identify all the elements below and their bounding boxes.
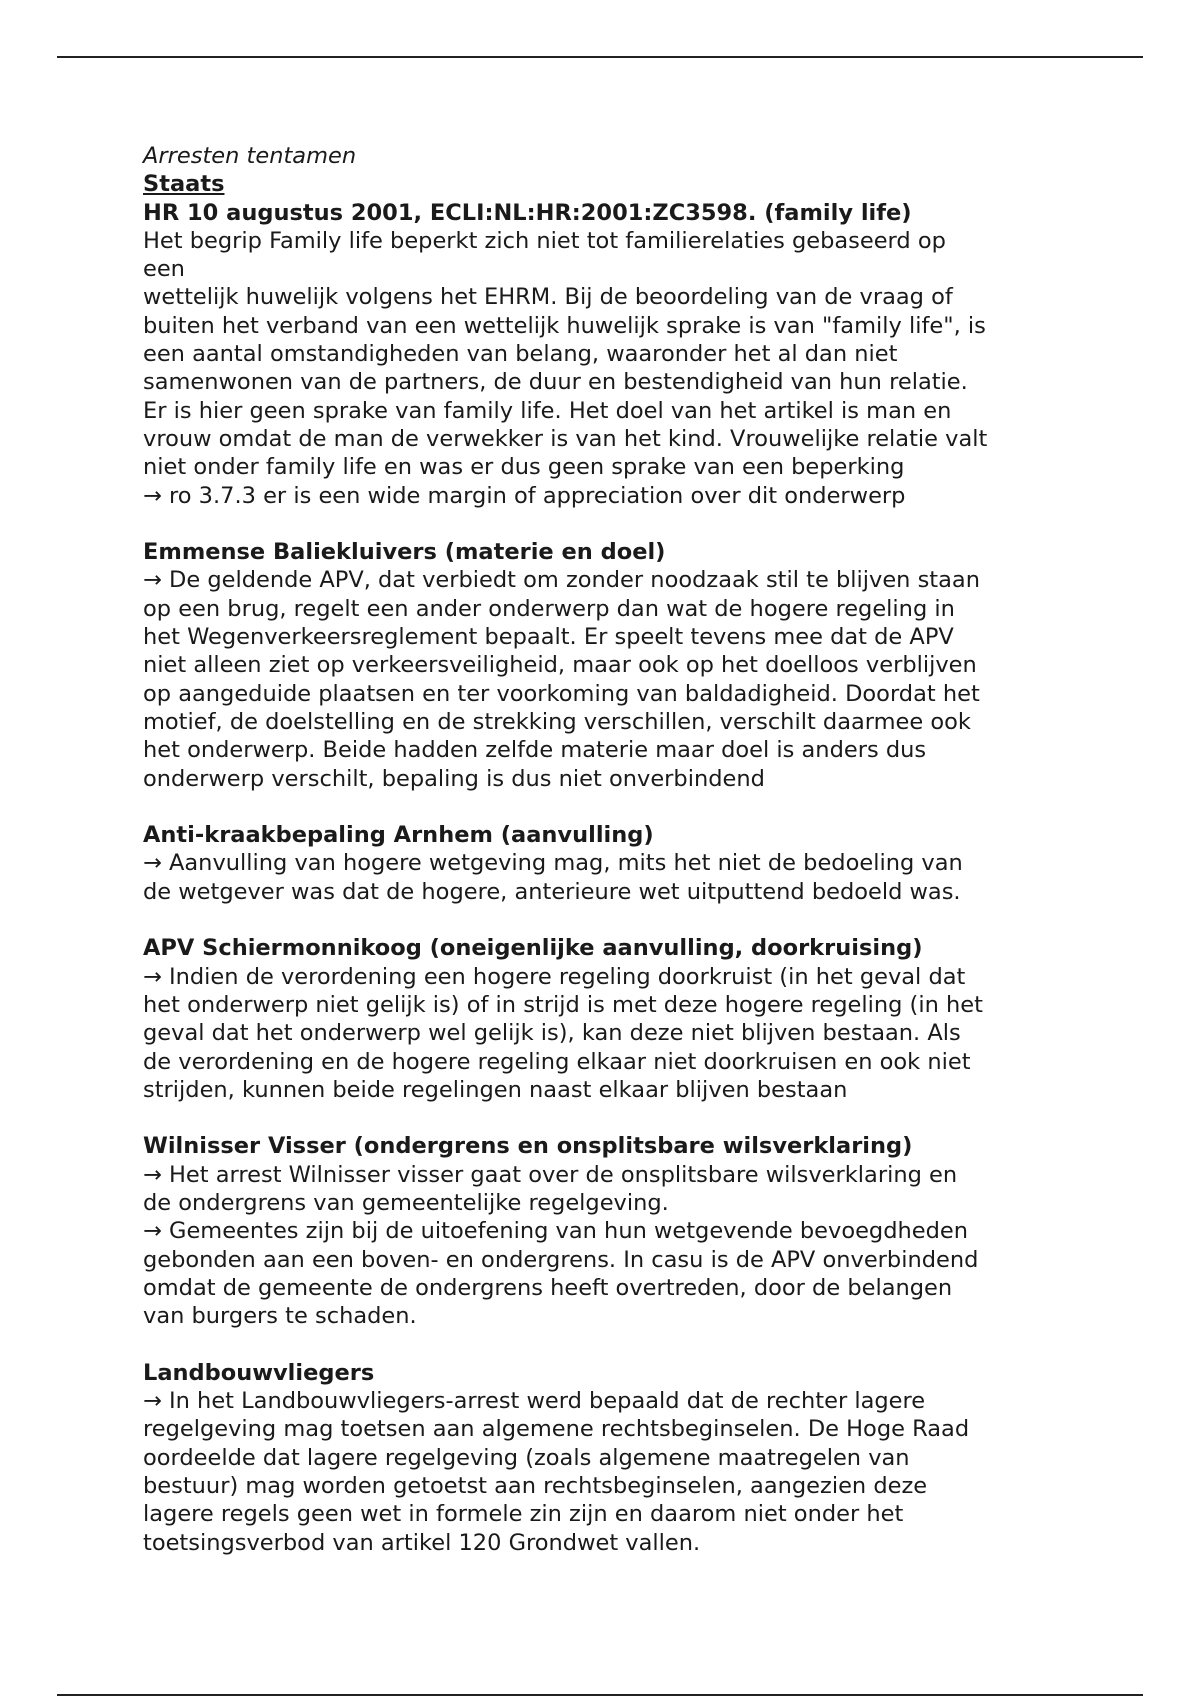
case-text-line: gebonden aan een boven- en ondergrens. In casu is de APV onverbindend xyxy=(143,1246,979,1273)
case-heading: Landbouwvliegers xyxy=(143,1359,375,1386)
case-text-line: → Gemeentes zijn bij de uitoefening van hun wetgevende bevoegdheden xyxy=(143,1218,968,1245)
case-text-line: regelgeving mag toetsen aan algemene rechtsbeginselen. De Hoge Raad xyxy=(143,1416,970,1443)
case-text-line: het onderwerp niet gelijk is) of in strijd is met deze hogere regeling (in het xyxy=(143,991,983,1018)
case-anti-kraakbepaling xyxy=(143,821,1073,906)
case-text-line: vrouw omdat de man de verwekker is van het kind. Vrouwelijke relatie valt xyxy=(143,425,988,452)
document-body xyxy=(143,142,1073,1557)
case-text-line: samenwonen van de partners, de duur en bestendigheid van hun relatie. xyxy=(143,369,968,396)
case-heading: APV Schiermonnikoog (oneigenlijke aanvulling, doorkruising) xyxy=(143,935,923,962)
paragraph-gap xyxy=(143,906,1073,934)
case-heading: Emmense Baliekluivers (materie en doel) xyxy=(143,539,666,566)
case-text-line: omdat de gemeente de ondergrens heeft overtreden, door de belangen xyxy=(143,1274,953,1301)
case-text-line: van burgers te schaden. xyxy=(143,1303,417,1330)
section-title: Staats xyxy=(143,171,225,198)
case-text-line: Er is hier geen sprake van family life. Het doel van het artikel is man en xyxy=(143,397,952,424)
case-heading: Anti-kraakbepaling Arnhem (aanvulling) xyxy=(143,822,654,849)
case-text-line: niet onder family life en was er dus geen sprake van een beperking xyxy=(143,454,905,481)
case-text-line: toetsingsverbod van artikel 120 Grondwet vallen. xyxy=(143,1529,701,1556)
case-text-line: wettelijk huwelijk volgens het EHRM. Bij de beoordeling van de vraag of xyxy=(143,284,953,311)
case-emmense-baliekluivers xyxy=(143,538,1073,793)
case-text-line: een xyxy=(143,256,185,283)
case-text-line: een aantal omstandigheden van belang, waaronder het al dan niet xyxy=(143,341,898,368)
case-family-life xyxy=(143,199,1073,510)
case-text-line: oordeelde dat lagere regelgeving (zoals algemene maatregelen van xyxy=(143,1444,910,1471)
paragraph-gap xyxy=(143,1104,1073,1132)
case-text-line: Het begrip Family life beperkt zich niet tot familierelaties gebaseerd op xyxy=(143,227,946,254)
case-text-line: buiten het verband van een wettelijk huwelijk sprake is van "family life", is xyxy=(143,312,986,339)
case-text-line: op aangeduide plaatsen en ter voorkoming van baldadigheid. Doordat het xyxy=(143,680,980,707)
case-text-line: → ro 3.7.3 er is een wide margin of appreciation over dit onderwerp xyxy=(143,482,906,509)
top-divider xyxy=(57,56,1143,58)
case-text-line: het onderwerp. Beide hadden zelfde materie maar doel is anders dus xyxy=(143,737,927,764)
case-text-line: onderwerp verschilt, bepaling is dus niet onverbindend xyxy=(143,765,765,792)
case-text-line: strijden, kunnen beide regelingen naast elkaar blijven bestaan xyxy=(143,1076,848,1103)
case-text-line: motief, de doelstelling en de strekking verschillen, verschilt daarmee ook xyxy=(143,708,971,735)
document-subtitle: Arresten tentamen xyxy=(143,143,357,169)
case-text-line: → Aanvulling van hogere wetgeving mag, mits het niet de bedoeling van xyxy=(143,850,963,877)
paragraph-gap xyxy=(143,793,1073,821)
case-heading: HR 10 augustus 2001, ECLI:NL:HR:2001:ZC3598. (family life) xyxy=(143,199,912,226)
case-text-line: → Het arrest Wilnisser visser gaat over de onsplitsbare wilsverklaring en xyxy=(143,1161,958,1188)
case-text-line: → In het Landbouwvliegers-arrest werd bepaald dat de rechter lagere xyxy=(143,1388,926,1415)
paragraph-gap xyxy=(143,510,1073,538)
case-text-line: de ondergrens van gemeentelijke regelgeving. xyxy=(143,1189,669,1216)
case-text-line: geval dat het onderwerp wel gelijk is), kan deze niet blijven bestaan. Als xyxy=(143,1020,961,1047)
case-wilnisser-visser xyxy=(143,1132,1073,1330)
case-text-line: de wetgever was dat de hogere, anterieure wet uitputtend bedoeld was. xyxy=(143,878,961,905)
case-heading: Wilnisser Visser (ondergrens en onsplitsbare wilsverklaring) xyxy=(143,1133,913,1160)
case-text-line: lagere regels geen wet in formele zin zijn en daarom niet onder het xyxy=(143,1501,904,1528)
case-text-line: → De geldende APV, dat verbiedt om zonder noodzaak stil te blijven staan xyxy=(143,567,980,594)
case-text-line: bestuur) mag worden getoetst aan rechtsbeginselen, aangezien deze xyxy=(143,1472,928,1499)
paragraph-gap xyxy=(143,1330,1073,1358)
bottom-divider xyxy=(57,1694,1143,1696)
case-text-line: op een brug, regelt een ander onderwerp dan wat de hogere regeling in xyxy=(143,595,955,622)
case-text-line: het Wegenverkeersreglement bepaalt. Er speelt tevens mee dat de APV xyxy=(143,624,954,651)
case-apv-schiermonnikoog xyxy=(143,934,1073,1104)
case-text-line: de verordening en de hogere regeling elkaar niet doorkruisen en ook niet xyxy=(143,1048,971,1075)
case-landbouwvliegers xyxy=(143,1359,1073,1557)
case-text-line: niet alleen ziet op verkeersveiligheid, maar ook op het doelloos verblijven xyxy=(143,652,977,679)
case-text-line: → Indien de verordening een hogere regeling doorkruist (in het geval dat xyxy=(143,963,966,990)
